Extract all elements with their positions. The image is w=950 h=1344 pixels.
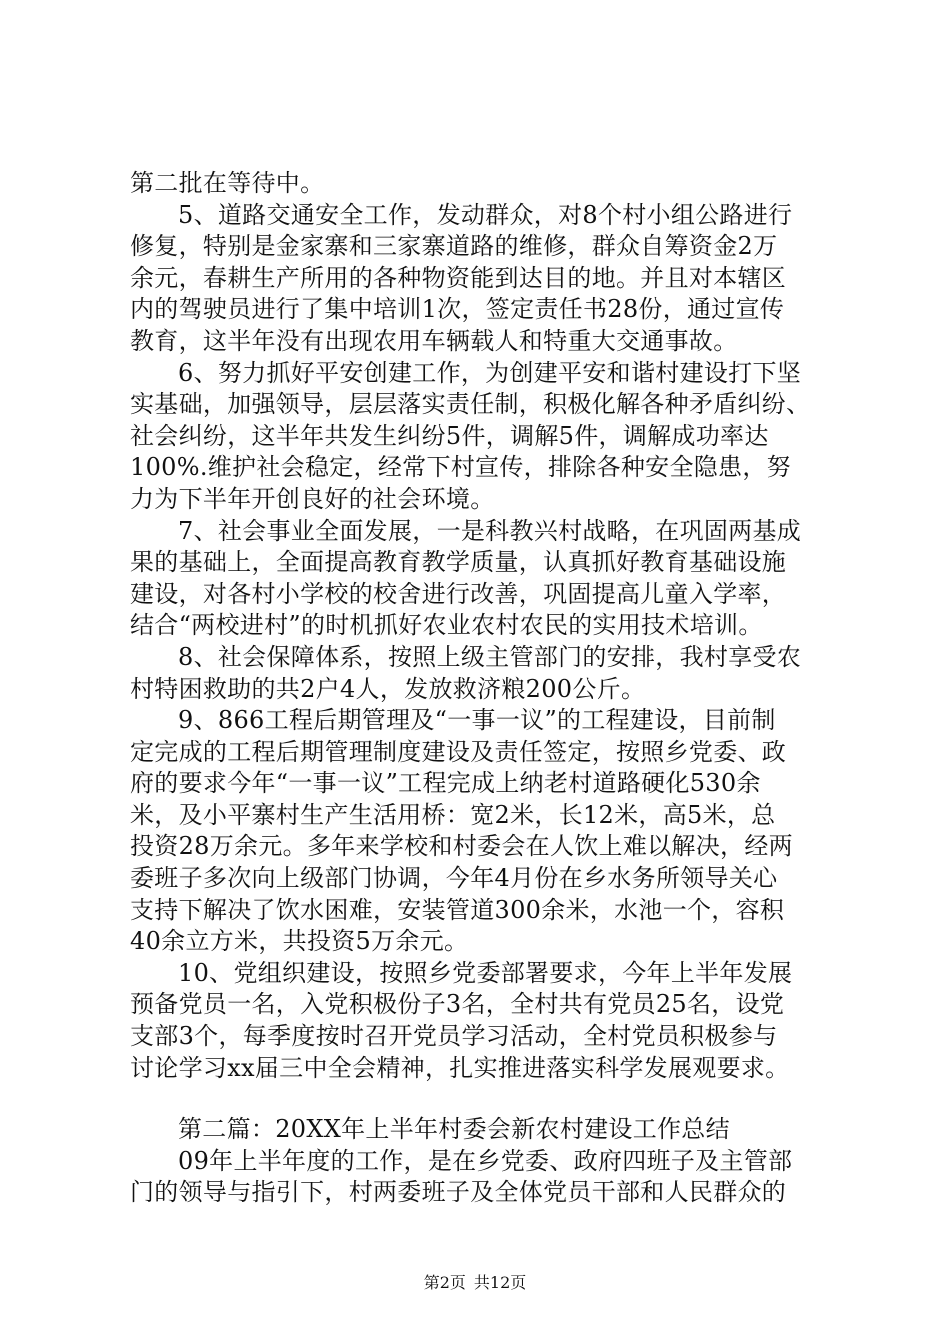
- page-total: 共12页: [473, 1273, 527, 1292]
- text-line: 门的领导与指引下，村两委班子及全体党员干部和人民群众的: [130, 1178, 787, 1207]
- text-line: 预备党员一名，入党积极份子3名，全村共有党员25名，设党: [130, 990, 785, 1019]
- text-line: 40余立方米，共投资5万余元。: [130, 927, 469, 956]
- text-line: 米，及小平寨村生产生活用桥：宽2米，长12米，高5米，总: [130, 800, 776, 829]
- text-line: 定完成的工程后期管理制度建设及责任签定，按照乡党委、政: [130, 737, 787, 766]
- text-line: 府的要求今年“一事一议”工程完成上纳老村道路硬化530余: [130, 769, 761, 798]
- text-line: 5、道路交通安全工作，发动群众，对8个村小组公路进行: [178, 200, 793, 229]
- section-heading: 第二篇：20XX年上半年村委会新农村建设工作总结: [178, 1115, 730, 1144]
- text-line: 投资28万余元。多年来学校和村委会在人饮上难以解决，经两: [130, 832, 793, 861]
- text-line: 实基础，加强领导，层层落实责任制，积极化解各种矛盾纠纷、: [130, 390, 811, 419]
- text-line: 修复，特别是金家寨和三家寨道路的维修，群众自筹资金2万: [130, 232, 778, 261]
- text-line: 10、党组织建设，按照乡党委部署要求，今年上半年发展: [178, 958, 793, 987]
- text-line: 社会纠纷，这半年共发生纠纷5件，调解5件，调解成功率达: [130, 421, 769, 450]
- text-line: 7、社会事业全面发展，一是科教兴村战略，在巩固两基成: [178, 516, 802, 545]
- text-line: 9、866工程后期管理及“一事一议”的工程建设，目前制: [178, 706, 776, 735]
- text-line: 果的基础上，全面提高教育教学质量，认真抓好教育基础设施: [130, 548, 787, 577]
- text-line: 结合“两校进村”的时机抓好农业农村农民的实用技术培训。: [130, 611, 763, 640]
- text-line: 教育，这半年没有出现农用车辆载人和特重大交通事故。: [130, 326, 738, 355]
- document-body: [130, 168, 830, 1209]
- text-line: 力为下半年开创良好的社会环境。: [130, 484, 495, 513]
- text-line: 余元，春耕生产所用的各种物资能到达目的地。并且对本辖区: [130, 263, 787, 292]
- page-footer: [0, 1270, 950, 1293]
- text-line: 内的驾驶员进行了集中培训1次，签定责任书28份，通过宣传: [130, 295, 785, 324]
- section-gap: [130, 1084, 830, 1114]
- text-line: 建设，对各村小学校的校舍进行改善，巩固提高儿童入学率，: [130, 579, 787, 608]
- page-number: 第2页: [423, 1273, 466, 1292]
- text-line: 100%.维护社会稳定，经常下村宣传，排除各种安全隐患，努: [130, 453, 791, 482]
- text-line: 支持下解决了饮水困难，安装管道300余米，水池一个，容积: [130, 895, 785, 924]
- text-line: 支部3个，每季度按时召开党员学习活动，全村党员积极参与: [130, 1022, 778, 1051]
- text-line: 委班子多次向上级部门协调，今年4月份在乡水务所领导关心: [130, 864, 778, 893]
- text-line: 讨论学习xx届三中全会精神，扎实推进落实科学发展观要求。: [130, 1053, 790, 1082]
- text-line: 8、社会保障体系，按照上级主管部门的安排，我村享受农: [178, 642, 802, 671]
- text-line: 第二批在等待中。: [130, 169, 325, 197]
- text-line: 09年上半年度的工作，是在乡党委、政府四班子及主管部: [178, 1146, 793, 1175]
- text-line: 村特困救助的共2户4人，发放救济粮200公斤。: [130, 674, 646, 703]
- text-line: 6、努力抓好平安创建工作，为创建平安和谐村建设打下坚: [178, 358, 802, 387]
